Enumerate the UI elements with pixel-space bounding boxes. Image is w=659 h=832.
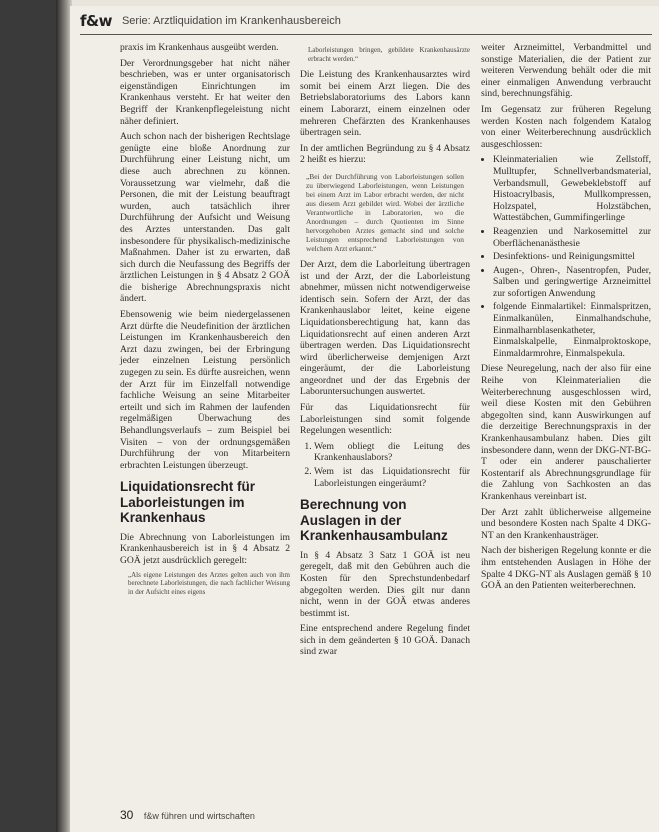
quote-continuation: Laborleistungen bringen, gebildete Krankenhausärzte erbracht werden.“ <box>308 46 470 63</box>
quoted-footnote: „Als eigene Leistungen des Arztes gelten auch von ihm berechnete Laborleistungen, die nach fachlicher Weisung in der Aufsicht eines eigens <box>128 570 290 596</box>
paragraph: praxis im Krankenhaus ausgeübt werden. <box>120 42 279 53</box>
paragraph: In der amtlichen Begründung zu § 4 Absatz 2 heißt es hierzu: <box>300 142 470 166</box>
page-header <box>80 10 652 32</box>
paragraph: Für das Liquidationsrecht für Laborleistungen sind somit folgende Regelungen wesentlich: <box>300 402 470 437</box>
list-item: • Kleinmaterialien wie Zellstoff, Mulltupfer, Schnellverbandsmaterial, Verbandsmull, Gewebeklebstoff auf Histoacrylbasis, Mullkompressen, Holzspatel, Holzstäbchen, Wattestäbchen, Gummifingerlinge <box>493 154 651 224</box>
list-item: • folgende Einmalartikel: Einmalspritzen, Einmalkanülen, Einmalhandschuhe, Einmalharnblasenkatheter, Einmalskalpelle, Einmalproktoskope, Einmaldarmrohre, Einmalspekula. <box>493 301 651 359</box>
list-item: • Desinfektions- und Reinigungsmittel <box>493 251 651 263</box>
list-item: • Augen-, Ohren-, Nasentropfen, Puder, Salben und geringwertige Arzneimittel zur sofortigen Anwendung <box>493 265 651 300</box>
paragraph: Der Arzt zahlt üblicherweise allgemeine und besondere Kosten nach Spalte 4 DKG-NT an den Krankenhausträger. <box>481 506 651 541</box>
paragraph: weiter Arzneimittel, Verbandmittel und sonstige Materialien, die der Patient zur weiteren Verwendung behält oder die mit einer einmaligen Anwendung verbraucht sind, berechnungsfähig. <box>481 42 651 100</box>
paragraph: Die Leistung des Krankenhausarztes wird somit bei einem Arzt liegen. Die des Betriebslaboratoriums des Labors kann einem Laborarzt, einem einzelnen oder mehreren Chefärzten des Krankenhauses übertragen sein. <box>300 69 470 139</box>
journal-logo: f&w <box>80 12 112 30</box>
paragraph: Diese Neuregelung, nach der also für eine Reihe von Kleinmaterialien die Weiterberechnung ausgeschlossen wird, weil diese Kosten mit den Gebühren abgegolten sind, kann Auswirkungen auf die derzeitige Berechnungspraxis in der Krankenhausambulanz haben. Dies gilt insbesondere dann, wenn der DKG-NT-BG-T oder ein anderer pauschalierter Kostentarif als Abrechnungsgrundlage für die Zahlung von Sachkosten an das Krankenhaus vereinbart ist. <box>481 363 651 502</box>
paragraph: Eine entsprechend andere Regelung findet sich in dem geänderten § 10 GOÄ. Danach sind zwar <box>300 623 470 658</box>
column-2 <box>300 42 470 662</box>
list-item: 2. Wem ist das Liquidationsrecht für Laborleistungen eingeräumt? <box>314 466 470 489</box>
page-number: 30 <box>120 808 134 822</box>
paragraph: Auch schon nach der bisherigen Rechtslage genügte eine bloße Anordnung zur Durchführung einer Leistung nicht, um diese auch abrechnen zu können. Voraussetzung war vielmehr, daß die Personen, die mit der Leistung beauftragt wurden, auch tatsächlich ihrer Durchführung der Aufsicht und Weisung des Arztes unterstanden. Das galt insbesondere für physikalisch-medizinische Maßnahmen. Daher ist zu erwarten, daß sich durch die Neufassung des Begriffs der ärztlichen Leistungen in § 4 Absatz 2 GOÄ die bisherige Abrechnungspraxis nicht ändert. <box>120 131 290 305</box>
paragraph: Nach der bisherigen Regelung konnte er die ihm entstehenden Auslagen in Höhe der Spalte 4 DKG-NT als Auslagen gemäß § 10 GOÄ an den Patienten weiterberechnen. <box>481 545 651 592</box>
paragraph: Die Abrechnung von Laborleistungen im Krankenhausbereich ist in § 4 Absatz 2 GOÄ jetzt ausdrücklich geregelt: <box>120 531 290 567</box>
list-item: 1. Wem obliegt die Leitung des Krankenhauslabors? <box>314 441 470 464</box>
official-justification-quote: „Bei der Durchführung von Laborleistungen sollen zu überwiegend Laborleistungen, wenn Leistungen bei einem Arzt im Labor erbracht werden, der nicht aus diesem Arzt gebildet wird. Wobei der ärztliche Verantwortliche in Laboratorien, wo die Anordnungen – durch Quotienten im Sinne hervorgehoben Arztes gemacht sind und solche Leistungen entsprechend Laborleistungen von welchem Arzt erkannt.“ <box>306 171 464 253</box>
section-heading-auslagen: Berechnung von Auslagen in der Krankenhausambulanz <box>300 497 448 544</box>
series-title: Serie: Arztliquidation im Krankenhausbereich <box>121 15 341 27</box>
numbered-list <box>300 441 470 489</box>
bullet-list <box>481 154 651 359</box>
paragraph: Der Arzt, dem die Laborleitung übertragen ist und der Arzt, der die Laborleistung abnehmer, müssen nicht notwendigerweise identisch sein. Sofern der Arzt, der das Krankenhauslabor leitet, keine eigene Liquidationsberechtigung hat, kann das Liquidationsrecht auf einen anderen Arzt übertragen werden. Das Liquidationsrecht wird überlicherweise demjenigen Arzt eingeräumt, der die Laborleistung angeordnet und der das Ergebnis der Laboruntersuchungen auswertet. <box>300 258 470 398</box>
column-1 <box>120 42 290 602</box>
column-3 <box>481 42 651 596</box>
paragraph: In § 4 Absatz 3 Satz 1 GOÄ ist neu geregelt, daß mit den Gebühren auch die Kosten für den Sprechstundenbedarf abgegolten werden. Dies gilt nur dann nicht, wenn in der GOÄ etwas anderes bestimmt ist. <box>300 549 470 619</box>
paragraph: Der Verordnungsgeber hat nicht näher beschrieben, was er unter organisatorisch eigenständigen Einrichtungen im Krankenhaus versteht. Er hat weiter den Begriff der Krankenpflegeleistung nicht näher definiert. <box>120 57 290 127</box>
page-footer <box>120 808 255 822</box>
footer-source: f&w führen und wirtschaften <box>143 811 255 821</box>
paragraph: Im Gegensatz zur früheren Regelung werden Kosten nach folgendem Katalog von einer Weiterberechnung ausdrücklich ausgeschlossen: <box>481 103 651 150</box>
header-rule <box>80 34 652 35</box>
list-item: • Reagenzien und Narkosemittel zur Oberflächenanästhesie <box>493 226 651 249</box>
paragraph: Ebensowenig wie beim niedergelassenen Arzt dürfte die Neudefinition der ärztlichen Leistungen im Krankenhausbereich den Arzt dazu zwingen, bei der Erbringung jeder einzelnen Leistung persönlich zugegen zu sein. Es dürfte ausreichen, wenn der Arzt für im Einzelfall notwendige fachliche Weisung an seine Mitarbeiter erteilt und sich im Rahmen der laufenden regelmäßigen Überwachung des Behandlungsverlaufs – zum Beispiel bei Visiten – von der ordnungsgemäßen Durchführung der von Mitarbeitern erbrachten Leistungen überzeugt. <box>120 309 290 471</box>
section-heading-labor: Liquidationsrecht für Laborleistungen im Krankenhaus <box>120 479 255 526</box>
